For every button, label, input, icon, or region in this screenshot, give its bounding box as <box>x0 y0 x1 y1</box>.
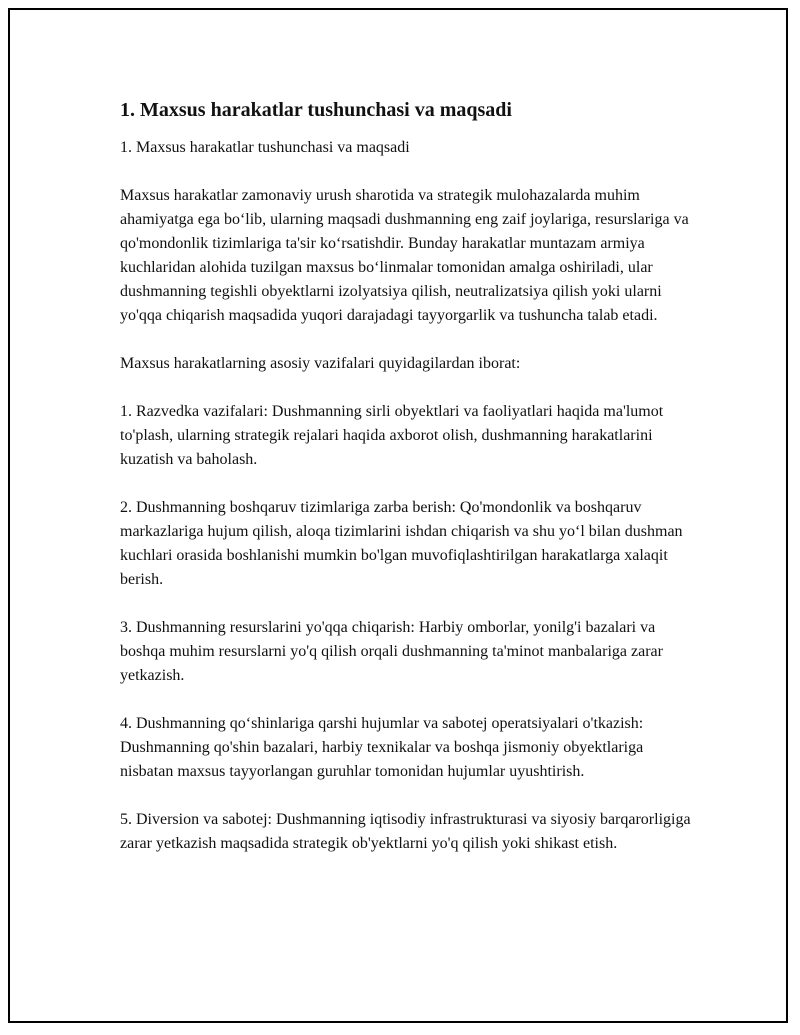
section-subtitle: 1. Maxsus harakatlar tushunchasi va maqsadi <box>120 139 410 156</box>
task-item-1: 1. Razvedka vazifalari: Dushmanning sirli obyektlari va faoliyatlari haqida ma'lumot to'plash, ularning strategik rejalari haqida axborot olish, dushmanning harakatlarini kuzatish va baholash. <box>120 403 664 468</box>
task-item-4: 4. Dushmanning qo‘shinlariga qarshi hujumlar va sabotej operatsiyalari o'tkazish: Dushmanning qo'shin bazalari, harbiy texnikalar va boshqa jismoniy obyektlariga nisbatan maxsus tayyorlangan guruhlar tomonidan hujumlar uyushtirish. <box>120 715 644 780</box>
task-item-2: 2. Dushmanning boshqaruv tizimlariga zarba berish: Qo'mondonlik va boshqaruv markazlariga hujum qilish, aloqa tizimlarini ishdan chiqarish va shu yo‘l bilan dushman kuchlari orasida boshlanishi mumkin bo'lgan muvofiqlashtirilgan harakatlarga xalaqit berish. <box>120 499 683 588</box>
document-body <box>120 98 700 880</box>
tasks-intro-paragraph: Maxsus harakatlarning asosiy vazifalari quyidagilardan iborat: <box>120 355 521 372</box>
page-frame <box>8 8 788 1023</box>
document-heading: 1. Maxsus harakatlar tushunchasi va maqsadi <box>120 99 512 121</box>
task-item-5: 5. Diversion va sabotej: Dushmanning iqtisodiy infrastrukturasi va siyosiy barqarorligiga zarar yetkazish maqsadida strategik ob'yektlarni yo'q qilish yoki shikast etish. <box>120 811 691 852</box>
intro-paragraph: Maxsus harakatlar zamonaviy urush sharotida va strategik mulohazalarda muhim ahamiyatga ega bo‘lib, ularning maqsadi dushmanning eng zaif joylariga, resurslariga va qo'mondonlik tizimlariga ta'sir ko‘rsatishdir. Bunday harakatlar muntazam armiya kuchlaridan alohida tuzilgan maxsus bo‘linmalar tomonidan amalga oshiriladi, ular dushmanning tegishli obyektlarni izolyatsiya qilish, neutralizatsiya qilish yoki ularni yo'qqa chiqarish maqsadida yuqori darajadagi tayyorgarlik va tushuncha talab etadi. <box>120 187 689 324</box>
task-item-3: 3. Dushmanning resurslarini yo'qqa chiqarish: Harbiy omborlar, yonilg'i bazalari va boshqa muhim resurslarni yo'q qilish orqali dushmanning ta'minot manbalariga zarar yetkazish. <box>120 619 663 684</box>
